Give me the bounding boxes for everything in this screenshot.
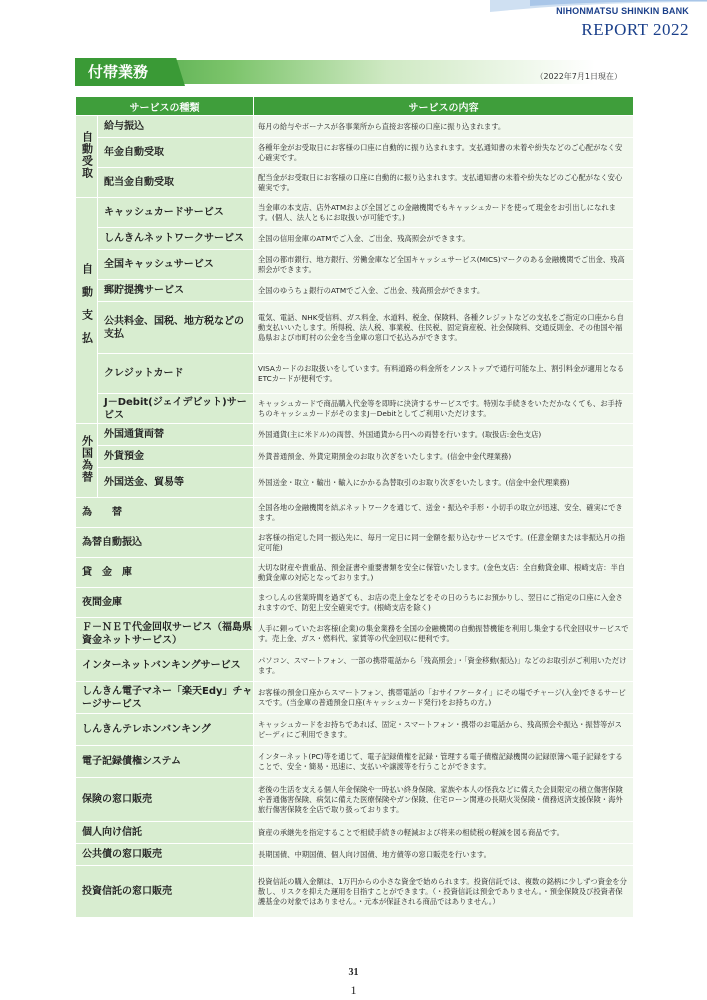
- service-name: 年金自動受取: [98, 138, 254, 168]
- table-row: [76, 558, 634, 588]
- service-name: 貸 金 庫: [76, 558, 254, 588]
- table-row: [76, 618, 634, 650]
- service-name: 為 替: [76, 498, 254, 528]
- table-row: [76, 822, 634, 844]
- table-row: [76, 866, 634, 918]
- service-name: 個人向け信託: [76, 822, 254, 844]
- service-desc: キャッシュカードをお持ちであれば、固定・スマートフォン・携帯のお電話から、残高照会や振込・振替等がスピーディにご利用できます。: [254, 714, 634, 746]
- service-name: 外国通貨両替: [98, 424, 254, 446]
- service-desc: まつしんの営業時間を過ぎても、お店の売上金などをその日のうちにお預かりし、翌日にご指定の口座に入金されますので、防犯上安全確実です。(根崎支店を除く): [254, 588, 634, 618]
- page-number: 31: [348, 967, 359, 978]
- as-of-date: （2022年7月1日現在）: [535, 72, 622, 81]
- service-name: Ｆ－ＮＥＴ代金回収サービス（福島県資金ネットサービス）: [76, 618, 254, 650]
- service-name: クレジットカード: [98, 354, 254, 394]
- service-name: 電子記録債権システム: [76, 746, 254, 778]
- header-service-type: サービスの種類: [76, 97, 254, 116]
- table-row: [76, 116, 634, 138]
- service-name: J－Debit(ジェイデビット)サービス: [98, 394, 254, 424]
- category-cell: [76, 424, 98, 498]
- table-row: [76, 714, 634, 746]
- service-name: 為替自動振込: [76, 528, 254, 558]
- table-header-row: [76, 97, 634, 116]
- table-row: [76, 138, 634, 168]
- table-row: [76, 280, 634, 302]
- table-row: [76, 198, 634, 228]
- category-label: 外国為替: [80, 434, 94, 483]
- category-label: 自動支払: [80, 262, 94, 355]
- table-row: [76, 354, 634, 394]
- service-name: 公共料金、国税、地方税などの支払: [98, 302, 254, 354]
- service-name: キャッシュカードサービス: [98, 198, 254, 228]
- services-table: [75, 96, 634, 918]
- service-name: 給与振込: [98, 116, 254, 138]
- service-desc: 毎月の給与やボーナスが各事業所から直接お客様の口座に振り込まれます。: [254, 116, 634, 138]
- table-row: [76, 588, 634, 618]
- category-label: 自動受取: [80, 130, 94, 179]
- service-desc: 資産の承継先を指定することで相続手続きの軽減および将来の相続税の軽減を図る商品です。: [254, 822, 634, 844]
- service-name: 保険の窓口販売: [76, 778, 254, 822]
- service-desc: 投資信託の購入金額は、1万円からの小さな資金で始められます。投資信託では、複数の銘柄に少しずつ資金を分散し、リスクを抑えた運用を目指すことができます。（・投資信託は預金でありません。・預金保険及び投資者保護基金の対象ではありません。・元本が保証される商品ではありません。）: [254, 866, 634, 918]
- table-row: [76, 844, 634, 866]
- service-name: 公共債の窓口販売: [76, 844, 254, 866]
- table-row: [76, 250, 634, 280]
- service-desc: 外貨普通預金、外貨定期預金のお取り次ぎをいたします。(信金中金代理業務): [254, 446, 634, 468]
- table-row: [76, 650, 634, 682]
- table-row: [76, 228, 634, 250]
- service-desc: 電気、電話、NHK受信料、ガス料金、水道料、税金、保険料、各種クレジットなどの支払をご指定の口座から自動支払いいたします。所得税、法人税、事業税、住民税、固定資産税、社会保険料、交通反則金、その他国や福島県および市町村の公金を当金庫の窓口で払込みができます。: [254, 302, 634, 354]
- service-desc: 大切な財産や貴重品、預金証書や重要書類を安全に保管いたします。(金色支店：全自動貸金庫、根崎支店：半自動貸金庫の対応となっております。): [254, 558, 634, 588]
- report-title: REPORT 2022: [581, 20, 689, 39]
- header-service-content: サービスの内容: [254, 97, 634, 116]
- table-row: [76, 446, 634, 468]
- service-name: しんきんネットワークサービス: [98, 228, 254, 250]
- service-desc: インターネット(PC)等を通じて、電子記録債権を記録・管理する電子債権記録機関の記録原簿へ電子記録をすることで、安全・簡易・迅速に、支払いや譲渡等を行うことができます。: [254, 746, 634, 778]
- table-row: [76, 424, 634, 446]
- table-row: [76, 468, 634, 498]
- table-row: [76, 528, 634, 558]
- service-desc: 全国各地の金融機関を結ぶネットワークを通じて、送金・振込や手形・小切手の取立が迅速、安全、確実にできます。: [254, 498, 634, 528]
- service-desc: 当金庫の本支店、店外ATMおよび全国どこの金融機関でもキャッシュカードを使って現金をお引出しになれます。(個人、法人ともにお取扱いが可能です。): [254, 198, 634, 228]
- service-desc: 外国送金・取立・輸出・輸入にかかる為替取引のお取り次ぎをいたします。(信金中金代理業務): [254, 468, 634, 498]
- service-desc: 全国のゆうちょ銀行のATMでご入金、ご出金、残高照会ができます。: [254, 280, 634, 302]
- service-desc: パソコン、スマートフォン、一部の携帯電話から「残高照会」・「資金移動(振込)」などのお取引がご利用いただけます。: [254, 650, 634, 682]
- table-row: [76, 498, 634, 528]
- service-desc: 全国の信用金庫のATMでご入金、ご出金、残高照会ができます。: [254, 228, 634, 250]
- service-name: インターネットバンキングサービス: [76, 650, 254, 682]
- service-desc: 長期国債、中期国債、個人向け国債、地方債等の窓口販売を行います。: [254, 844, 634, 866]
- service-name: 配当金自動受取: [98, 168, 254, 198]
- table-row: [76, 682, 634, 714]
- service-desc: 人手に頼っていたお客様(企業)の集金業務を全国の金融機関の自動振替機能を利用し集金する代金回収サービスです。売上金、ガス・燃料代、家賃等の代金回収に便利です。: [254, 618, 634, 650]
- service-desc: VISAカードのお取扱いをしています。有料道路の料金所をノンストップで通行可能な上、割引料金が適用となるETCカードが便利です。: [254, 354, 634, 394]
- bank-name: NIHONMATSU SHINKIN BANK: [556, 6, 689, 16]
- service-desc: キャッシュカードで商品購入代金等を即時に決済するサービスです。特別な手続きをいただかなくても、お手持ちのキャッシュカードがそのままJ－Debitとしてご利用いただけます。: [254, 394, 634, 424]
- service-name: しんきん電子マネー「楽天Edy」チャージサービス: [76, 682, 254, 714]
- table-row: [76, 168, 634, 198]
- category-cell: [76, 116, 98, 198]
- service-name: 郵貯提携サービス: [98, 280, 254, 302]
- table-row: [76, 746, 634, 778]
- table-row: [76, 394, 634, 424]
- service-name: しんきんテレホンバンキング: [76, 714, 254, 746]
- service-name: 投資信託の窓口販売: [76, 866, 254, 918]
- service-desc: 配当金がお受取日にお客様の口座に自動的に振り込まれます。支払通知書の未着や紛失などのご心配がなく安心確実です。: [254, 168, 634, 198]
- service-name: 夜間金庫: [76, 588, 254, 618]
- service-name: 全国キャッシュサービス: [98, 250, 254, 280]
- table-row: [76, 302, 634, 354]
- service-desc: お客様の指定した同一振込先に、毎月一定日に同一金額を振り込むサービスです。(任意金額または非振込月の指定可能): [254, 528, 634, 558]
- page-mark: 1: [350, 983, 357, 997]
- service-desc: 老後の生活を支える個人年金保険や一時払い終身保険、家族や本人の怪我などに備えた会員限定の積立傷害保険や普通傷害保険、病気に備えた医療保険やガン保険、住宅ローン関連の長期火災保険・債務返済支援保険・海外旅行傷害保険を全店で取り扱っております。: [254, 778, 634, 822]
- category-cell: [76, 198, 98, 424]
- section-title: 付帯業務: [88, 63, 149, 81]
- service-name: 外貨預金: [98, 446, 254, 468]
- service-name: 外国送金、貿易等: [98, 468, 254, 498]
- service-desc: 各種年金がお受取日にお客様の口座に自動的に振り込まれます。支払通知書の未着や紛失などのご心配がなく安心確実です。: [254, 138, 634, 168]
- table-row: [76, 778, 634, 822]
- service-desc: 外国通貨(主に米ドル)の両替、外国通貨から円への両替を行います。(取扱店:金色支店): [254, 424, 634, 446]
- service-desc: お客様の預金口座からスマートフォン、携帯電話の「おサイフケータイ」にその場でチャージ(入金)できるサービスです。(当金庫の普通預金口座(キャッシュカード発行)をお持ちの方。): [254, 682, 634, 714]
- service-desc: 全国の都市銀行、地方銀行、労働金庫など全国キャッシュサービス(MICS)マークのある金融機関でご出金、残高照会ができます。: [254, 250, 634, 280]
